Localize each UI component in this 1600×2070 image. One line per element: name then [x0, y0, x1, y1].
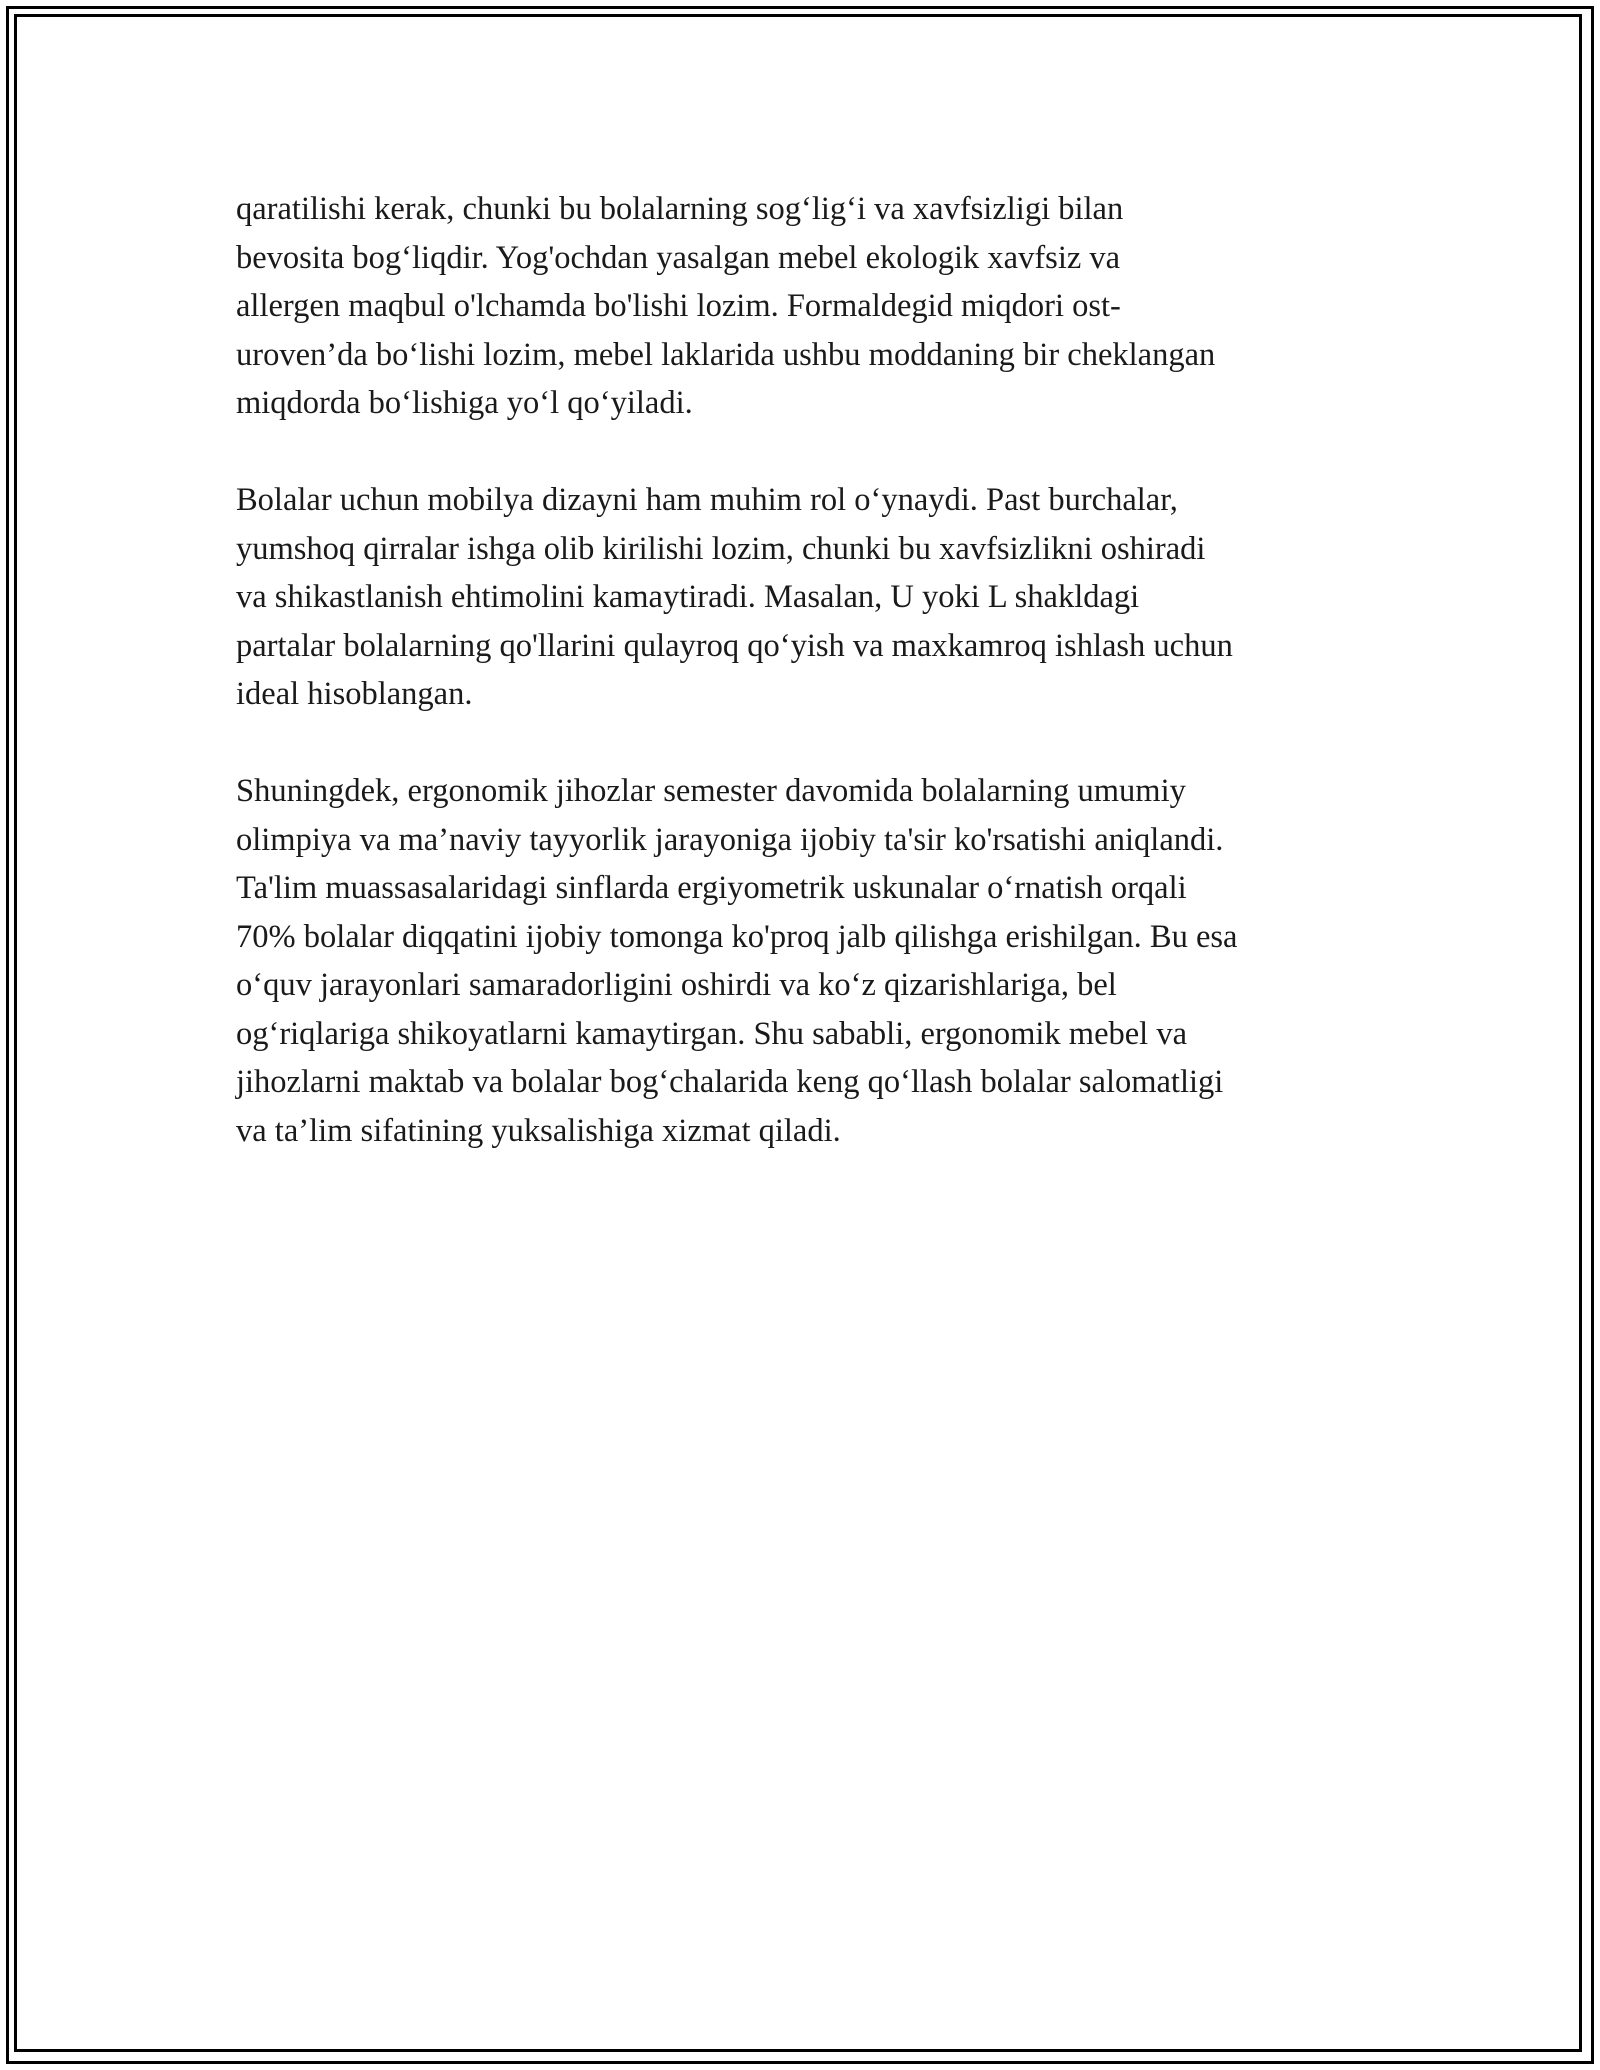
text-line: partalar bolalarning qo'llarini qulayroq qo‘yish va maxkamroq ishlash uchun — [236, 627, 1233, 664]
text-line: Bolalar uchun mobilya dizayni ham muhim rol o‘ynaydi. Past burchalar, — [236, 482, 1178, 518]
document-body — [236, 185, 1366, 1204]
paragraph-2 — [236, 476, 1366, 719]
text-line: yumshoq qirralar ishga olib kirilishi lozim, chunki bu xavfsizlikni oshiradi — [236, 530, 1206, 567]
text-line: qaratilishi kerak, chunki bu bolalarning sog‘lig‘i va xavfsizligi bilan — [236, 191, 1124, 227]
text-line: bevosita bog‘liqdir. Yog'ochdan yasalgan mebel ekologik xavfsiz va — [236, 239, 1121, 276]
text-line: Ta'lim muassasalaridagi sinflarda ergiyometrik uskunalar o‘rnatish orqali — [236, 870, 1187, 906]
text-line: 70% bolalar diqqatini ijobiy tomonga ko'proq jalb qilishga erishilgan. Bu esa — [236, 918, 1238, 955]
text-line: ideal hisoblangan. — [236, 676, 473, 712]
text-line: og‘riqlariga shikoyatlarni kamaytirgan. Shu sababli, ergonomik mebel va — [236, 1015, 1188, 1052]
paragraph-3 — [236, 767, 1366, 1155]
text-line: jihozlarni maktab va bolalar bog‘chalarida keng qo‘llash bolalar salomatligi — [236, 1064, 1224, 1100]
text-line: miqdorda bo‘lishiga yo‘l qo‘yiladi. — [236, 385, 693, 421]
text-line: olimpiya va ma’naviy tayyorlik jarayoniga ijobiy ta'sir ko'rsatishi aniqlandi. — [236, 821, 1224, 858]
text-line: uroven’da bo‘lishi lozim, mebel laklarida ushbu moddaning bir cheklangan — [236, 336, 1216, 373]
text-line: va ta’lim sifatining yuksalishiga xizmat qiladi. — [236, 1112, 841, 1149]
text-line: Shuningdek, ergonomik jihozlar semester davomida bolalarning umumiy — [236, 773, 1186, 809]
paragraph-1 — [236, 185, 1366, 428]
text-line: va shikastlanish ehtimolini kamaytiradi. Masalan, U yoki L shakldagi — [236, 579, 1140, 615]
text-line: allergen maqbul o'lchamda bo'lishi lozim. Formaldegid miqdori ost- — [236, 288, 1121, 324]
text-line: o‘quv jarayonlari samaradorligini oshirdi va ko‘z qizarishlariga, bel — [236, 967, 1117, 1003]
